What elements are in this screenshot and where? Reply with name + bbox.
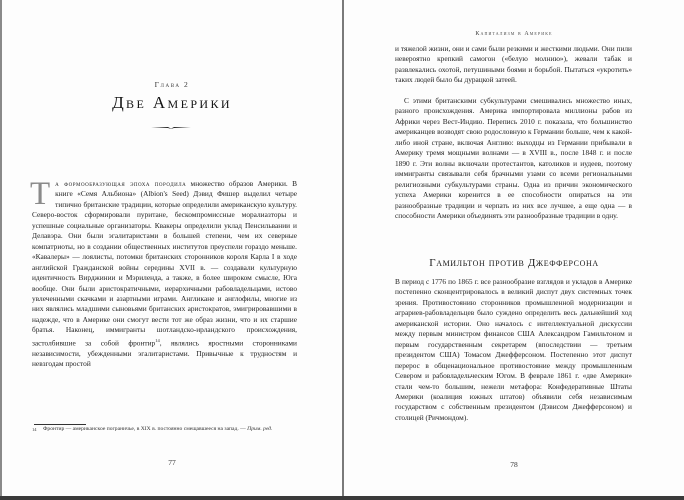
chapter-opening-paragraph (30, 176, 297, 370)
chapter-title: Две Америки (112, 93, 232, 112)
section-heading: Гамильтон против Джефферсона (429, 257, 599, 269)
footnote (32, 426, 297, 434)
drop-cap: Т (30, 176, 51, 212)
paragraph-continued: и тяжелой жизни, они и сами были резкими и жесткими людьми. Они пили невероятно крепкий самогон («белую молнию»), жевали табак и развлекались охотой, петушиными боями и борьбой. Пытаться «укротить» таких людей было бы дурацкой затеей. (395, 44, 632, 85)
chapter-label: Глава 2 (154, 80, 190, 89)
paragraph: С этими британскими субкультурами смешивались множество иных, разного происхождения. Америка импортировала миллионы рабов из Африки через Вест-Индию. Перепись 2010 г. показала, что большинство американцев возводят свою родословную к Германии больше, чем к какой-либо иной стране, включая Англию: выходцы из Германии прибывали в Америку тремя мощными волнами — в XVIII в., после 1848 г. и после 1890 г. Эти волны включали протестантов, католиков и иудеев, поэтому иммигранты связывали себя брачными узами со всеми региональными религиозными субкультурами страны. Одна из причин экономического успеха Америки коренится в ее способности опираться на эти разнообразные традиции и черпать из них все лучшее, а еще одна — в способности Америки объединять эти разнообразные традиции в одну. (395, 96, 632, 220)
page-number-right: 78 (510, 460, 518, 469)
paragraph-text-continued: , являлись яростными сторонниками независимости, убежденными эгалитаристами. Привычные к трудностям и невзгодам простой (32, 338, 297, 369)
section-paragraph: В период с 1776 по 1865 г. все разнообразие взглядов и укладов в Америке постепенно сконцентрировалось в великий диспут двух системных точек зрения. Противостоянию сторонников промышленной модернизации и аграриев-рабовладельцев было суждено определить весь дальнейший ход американской истории. Оно началось с интеллектуальной дискуссии между первым министром финансов США Александром Гамильтоном и первым государственным секретарем (впоследствии — третьим президентом США) Томасом Джефферсоном. Постепенно этот диспут перерос в общенациональное противостояние между промышленным Севером и рабовладельческим Югом. В феврале 1861 г. «две Америки» стали чем-то большим, нежели метафора: Конфедеративные Штаты Америки (коалиция южных штатов) объявили себя независимым государством с собственным президентом (Дэвисом Джефферсоном) и столицей (Ричмондом). (395, 277, 632, 422)
lead-in-small-caps: а формообразующая эпоха породила (55, 179, 187, 188)
footnote-reference[interactable]: 14 (155, 337, 160, 343)
footnote-attribution: Прим. ред. (247, 426, 273, 432)
left-page (2, 0, 342, 496)
bottom-edge-bar (0, 496, 684, 500)
right-page (344, 0, 684, 496)
running-head: Капитализм в Америке (475, 31, 553, 37)
paragraph-text: множество образов Америки. В книге «Семя Альбиона» (Albion's Seed) Дэвид Фишер выделил четыре типично британские традиции, которые определили американскую культуру. Северо-восток сформировали пуритане, бескомпромиссные моралиазторы и успешные социальные организаторы. Квакеры определили уклад Пенсильвании и Делавэра. Они были эгалитаристами в большей степени, чем их северные компатриоты, но в создании общественных институтов преуспели гораздо меньше. «Кавалеры» — лоялисты, потомки британских сторонников короля Карла I в ходе английской Гражданской войны середины XVII в. — создавали культурную идентичность Вирджинии и Мэриленда, а также, в более широком смысле, Юга вообще. Они были аристократичными, иерархичными рабовладельцами, истово увлеченными скачками и азартными играми. Англикане и англофилы, многие из них являлись младшими сыновьями британских аристократов, эмигрировавшими в надежде, что в Америке они смогут вести тот же образ жизни, что и их старшие братья. Наконец, иммигранты шотландско-ирландского происхождения, застолбившие за собой фронтир (32, 179, 297, 348)
footnote-number: 14 (32, 427, 37, 432)
footnote-text: Фронтир — американское пограничье, в XIX в. постоянно смещавшееся на запад. — (43, 426, 248, 432)
chapter-ornament-icon (151, 126, 191, 129)
page-number-left: 77 (168, 458, 176, 467)
footnote-separator (34, 424, 86, 425)
